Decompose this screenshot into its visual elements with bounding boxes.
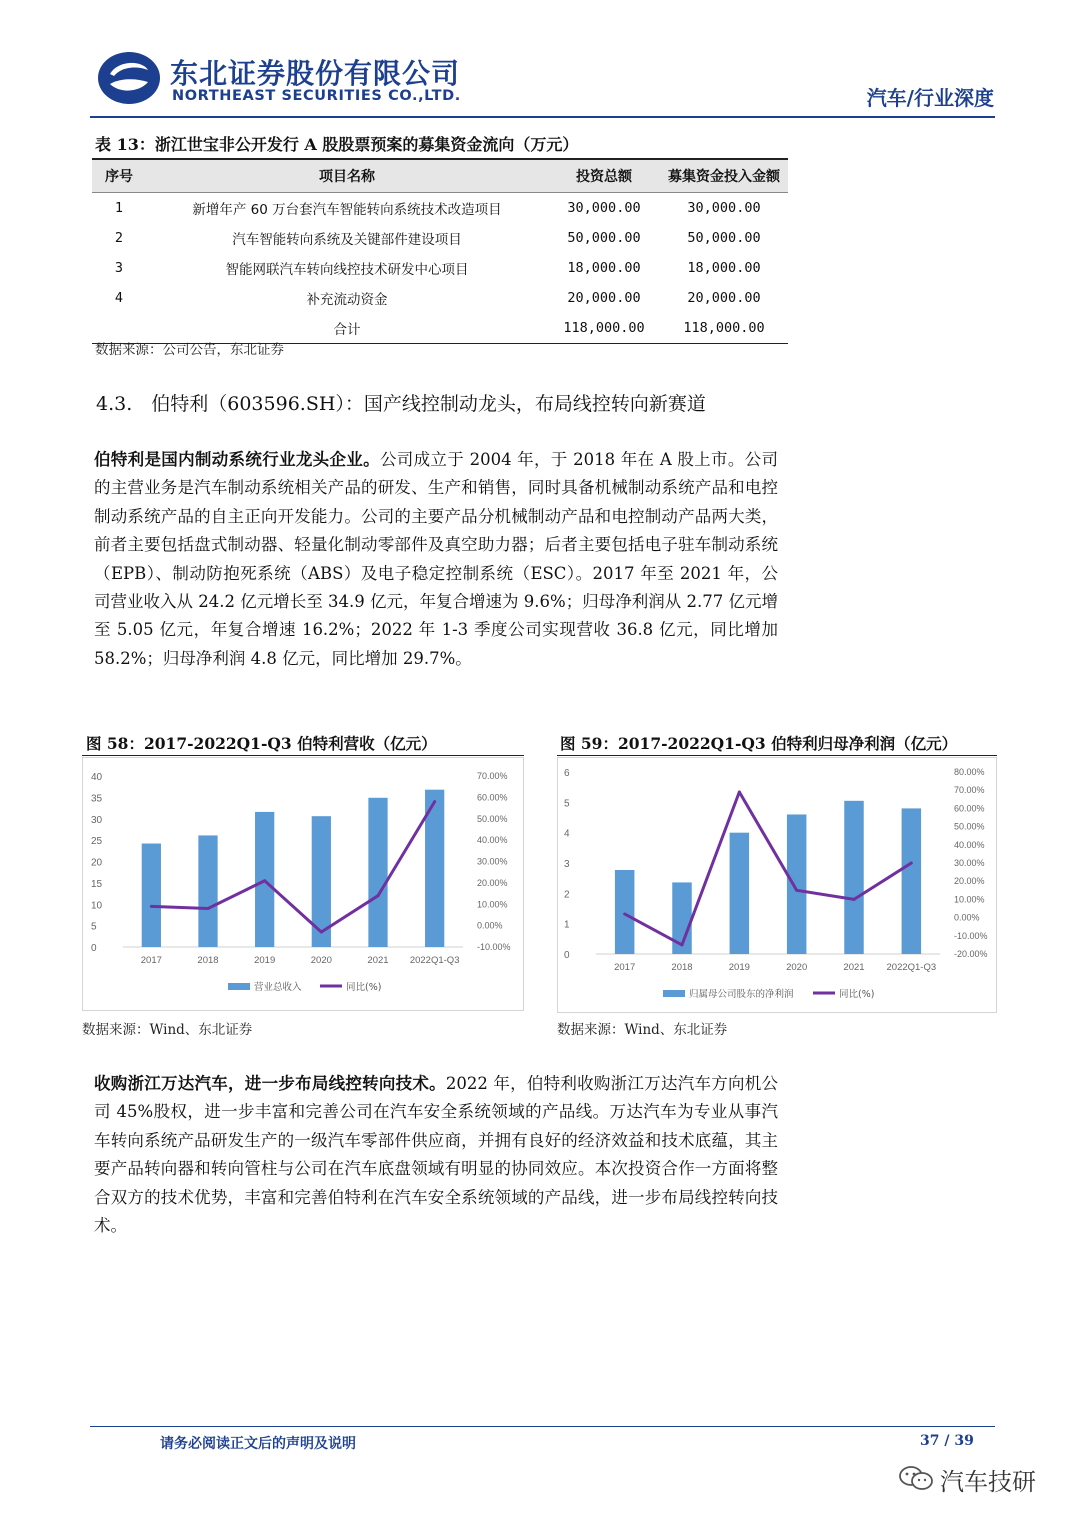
wechat-icon	[898, 1464, 934, 1492]
left-axis-tick-label: 35	[91, 793, 103, 805]
left-axis-tick-label: 5	[91, 921, 97, 933]
page-number: 37 / 39	[920, 1433, 974, 1449]
col-header-project: 项目名称	[146, 159, 548, 193]
left-axis-tick-label: 40	[91, 772, 103, 783]
right-axis-tick-label: 50.00%	[477, 813, 508, 824]
paragraph-2	[94, 1070, 778, 1240]
cell-project: 智能网联汽车转向线控技术研发中心项目	[225, 262, 469, 278]
left-axis-tick-label: 1	[564, 919, 570, 931]
yoy-point	[207, 907, 210, 910]
footer-disclaimer: 请务必阅读正文后的声明及说明	[160, 1436, 356, 1452]
legend-line-label: 同比(%)	[839, 989, 875, 1000]
paragraph-1	[94, 446, 778, 673]
table-row	[92, 223, 788, 253]
yoy-point	[433, 800, 436, 803]
table-row	[92, 283, 788, 313]
cell-investment: 118,000.00	[548, 313, 660, 344]
right-axis-tick-label: 10.00%	[477, 899, 508, 910]
right-axis-tick-label: 60.00%	[954, 803, 985, 814]
right-axis-tick-label: 20.00%	[954, 876, 985, 887]
section-title: 4.3. 伯特利（603596.SH）：国产线控制动龙头，布局线控转向新赛道	[96, 393, 706, 415]
x-axis-tick-label: 2019	[254, 955, 276, 966]
watermark-text: 汽车技研	[940, 1468, 1036, 1496]
cell-index: 2	[114, 230, 124, 246]
table-row	[92, 193, 788, 224]
figure-59-title-rule	[557, 755, 997, 756]
right-axis-tick-label: 50.00%	[954, 821, 985, 832]
bar	[902, 808, 921, 954]
cell-investment: 30,000.00	[567, 200, 641, 216]
right-axis-tick-label: -20.00%	[954, 949, 988, 959]
company-name-cn: 东北证券股份有限公司	[170, 57, 461, 90]
company-name-en: NORTHEAST SECURITIES CO.,LTD.	[172, 88, 461, 104]
right-axis-tick-label: 80.00%	[954, 767, 985, 777]
cell-raised: 50,000.00	[687, 230, 761, 246]
cell-index: 4	[114, 290, 124, 306]
cell-index: 1	[114, 200, 124, 216]
x-axis-tick-label: 2020	[786, 962, 808, 973]
footer-divider	[90, 1426, 995, 1427]
bar	[198, 835, 217, 947]
cell-investment: 20,000.00	[567, 290, 641, 306]
header-divider	[90, 116, 995, 118]
left-axis-tick-label: 5	[564, 798, 570, 810]
right-axis-tick-label: 40.00%	[954, 839, 985, 850]
paragraph-2-lead: 收购浙江万达汽车，进一步布局线控转向技术。	[94, 1074, 446, 1093]
right-axis-tick-label: 20.00%	[477, 877, 508, 888]
cell-raised: 30,000.00	[687, 200, 761, 216]
right-axis-tick-label: -10.00%	[954, 930, 988, 941]
right-axis-tick-label: 30.00%	[954, 858, 985, 868]
cell-project: 补充流动资金	[306, 292, 388, 308]
left-axis-tick-label: 15	[91, 878, 103, 890]
bar	[142, 844, 161, 947]
cell-index: 3	[114, 260, 124, 276]
table-title: 表 13：浙江世宝非公开发行 A 股股票预案的募集资金流向（万元）	[95, 135, 579, 154]
paragraph-1-body: 公司成立于 2004 年，于 2018 年在 A 股上市。公司的主营业务是汽车制动系统相关产品的研发、生产和销售，同时具备机械制动系统产品和电控制动系统产品的自主正向开发能力。公司的主要产品分机械制动产品和电控制动产品两大类，前者主要包括盘式制动器、轻量化制动零部件及真空助力器；后者主要包括电子驻车制动系统（EPB）、制动防抱死系统（ABS）及电子稳定控制系统（ESC）。2017 年至 2021 年，公司营业收入从 24.2 亿元增长至 34.9 亿元，年复合增速为 9.6%；归母净利润从 2.77 亿元增至 5.05 亿元，年复合增速 16.2%；2022 年 1-3 季度公司实现营收 36.8 亿元，同比增加 58.2%；归母净利润 4.8 亿元，同比增加 29.7%。	[94, 450, 779, 668]
yoy-line	[151, 802, 434, 932]
funding-table	[92, 158, 788, 344]
paragraph-2-body: 2022 年，伯特利收购浙江万达汽车方向机公司 45%股权，进一步丰富和完善公司在汽车安全系统领域的产品线。万达汽车为专业从事汽车转向系统产品研发生产的一级汽车零部件供应商，并拥有良好的经济效益和技术底蕴，其主要产品转向器和转向管柱与公司在汽车底盘领域有明显的协同效应。本次投资合作一方面将整合双方的技术优势，丰富和完善伯特利在汽车安全系统领域的产品线，进一步布局线控转向技术。	[94, 1074, 778, 1236]
bar	[844, 801, 863, 954]
bar	[787, 814, 806, 954]
yoy-point	[738, 791, 741, 794]
net-profit-chart	[558, 758, 996, 1012]
x-axis-tick-label: 2018	[671, 962, 693, 973]
revenue-chart	[83, 758, 523, 1010]
bar	[730, 833, 749, 954]
legend-bar-label: 营业总收入	[254, 982, 302, 993]
right-axis-tick-label: -10.00%	[477, 942, 511, 952]
left-axis-tick-label: 0	[91, 943, 97, 954]
left-axis-tick-label: 2	[564, 889, 570, 901]
yoy-point	[795, 889, 798, 892]
x-axis-tick-label: 2017	[614, 962, 636, 973]
figure-59-title: 图 59：2017-2022Q1-Q3 伯特利归母净利润（亿元）	[560, 734, 958, 753]
figure-58-source: 数据来源：Wind、东北证券	[82, 1022, 253, 1038]
x-axis-tick-label: 2018	[197, 955, 219, 966]
x-axis-tick-label: 2021	[367, 955, 389, 966]
left-axis-tick-label: 20	[91, 857, 103, 869]
yoy-point	[150, 905, 153, 908]
col-header-investment: 投资总额	[548, 159, 660, 193]
right-axis-tick-label: 60.00%	[477, 792, 508, 803]
bar	[368, 798, 387, 947]
right-axis-tick-label: 30.00%	[477, 856, 508, 867]
x-axis-tick-label: 2022Q1-Q3	[409, 955, 460, 966]
left-axis-tick-label: 0	[564, 950, 570, 961]
yoy-point	[910, 862, 913, 865]
cell-project: 合计	[146, 313, 548, 344]
yoy-line	[625, 792, 912, 945]
legend-line-label: 同比(%)	[346, 982, 382, 993]
x-axis-tick-label: 2017	[140, 955, 162, 966]
bar	[615, 870, 634, 954]
cell-project: 汽车智能转向系统及关键部件建设项目	[232, 232, 462, 248]
table-row	[92, 253, 788, 283]
left-axis-tick-label: 10	[91, 900, 103, 912]
right-axis-tick-label: 40.00%	[477, 835, 508, 846]
left-axis-tick-label: 3	[564, 859, 570, 870]
figure-58-frame	[82, 757, 524, 1011]
table-header-row	[92, 159, 788, 193]
figure-59-frame	[557, 757, 997, 1013]
yoy-point	[623, 912, 626, 915]
yoy-point	[853, 898, 856, 901]
right-axis-tick-label: 10.00%	[954, 894, 985, 905]
cell-raised: 118,000.00	[660, 313, 788, 344]
right-axis-tick-label: 70.00%	[954, 785, 985, 796]
report-type: 汽车/行业深度	[866, 86, 994, 110]
legend-bar-swatch	[228, 983, 250, 990]
legend-bar-label: 归属母公司股东的净利润	[689, 989, 794, 1000]
left-axis-tick-label: 25	[91, 836, 103, 848]
yoy-point	[320, 931, 323, 934]
company-logo-icon	[96, 50, 162, 106]
cell-investment: 18,000.00	[567, 260, 641, 276]
yoy-point	[377, 894, 380, 897]
x-axis-tick-label: 2019	[728, 962, 750, 973]
cell-investment: 50,000.00	[567, 230, 641, 246]
legend-bar-swatch	[663, 990, 685, 997]
right-axis-tick-label: 70.00%	[477, 771, 508, 781]
paragraph-1-lead: 伯特利是国内制动系统行业龙头企业。	[94, 450, 380, 469]
col-header-index: 序号	[92, 159, 146, 193]
x-axis-tick-label: 2021	[843, 962, 865, 973]
col-header-raised: 募集资金投入金额	[660, 159, 788, 193]
x-axis-tick-label: 2022Q1-Q3	[886, 962, 937, 973]
cell-project: 新增年产 60 万台套汽车智能转向系统技术改造项目	[192, 202, 502, 218]
cell-raised: 20,000.00	[687, 290, 761, 306]
right-axis-tick-label: 0.00%	[477, 920, 503, 931]
cell-raised: 18,000.00	[687, 260, 761, 276]
right-axis-tick-label: 0.00%	[954, 912, 980, 923]
figure-58-title-rule	[82, 755, 524, 756]
table-source: 数据来源：公司公告，东北证券	[95, 342, 284, 358]
x-axis-tick-label: 2020	[310, 955, 332, 966]
figure-59-source: 数据来源：Wind、东北证券	[557, 1022, 728, 1038]
left-axis-tick-label: 4	[564, 828, 570, 840]
figure-58-title: 图 58：2017-2022Q1-Q3 伯特利营收（亿元）	[86, 734, 437, 753]
yoy-point	[681, 943, 684, 946]
left-axis-tick-label: 30	[91, 814, 103, 826]
left-axis-tick-label: 6	[564, 768, 570, 779]
yoy-point	[263, 879, 266, 882]
